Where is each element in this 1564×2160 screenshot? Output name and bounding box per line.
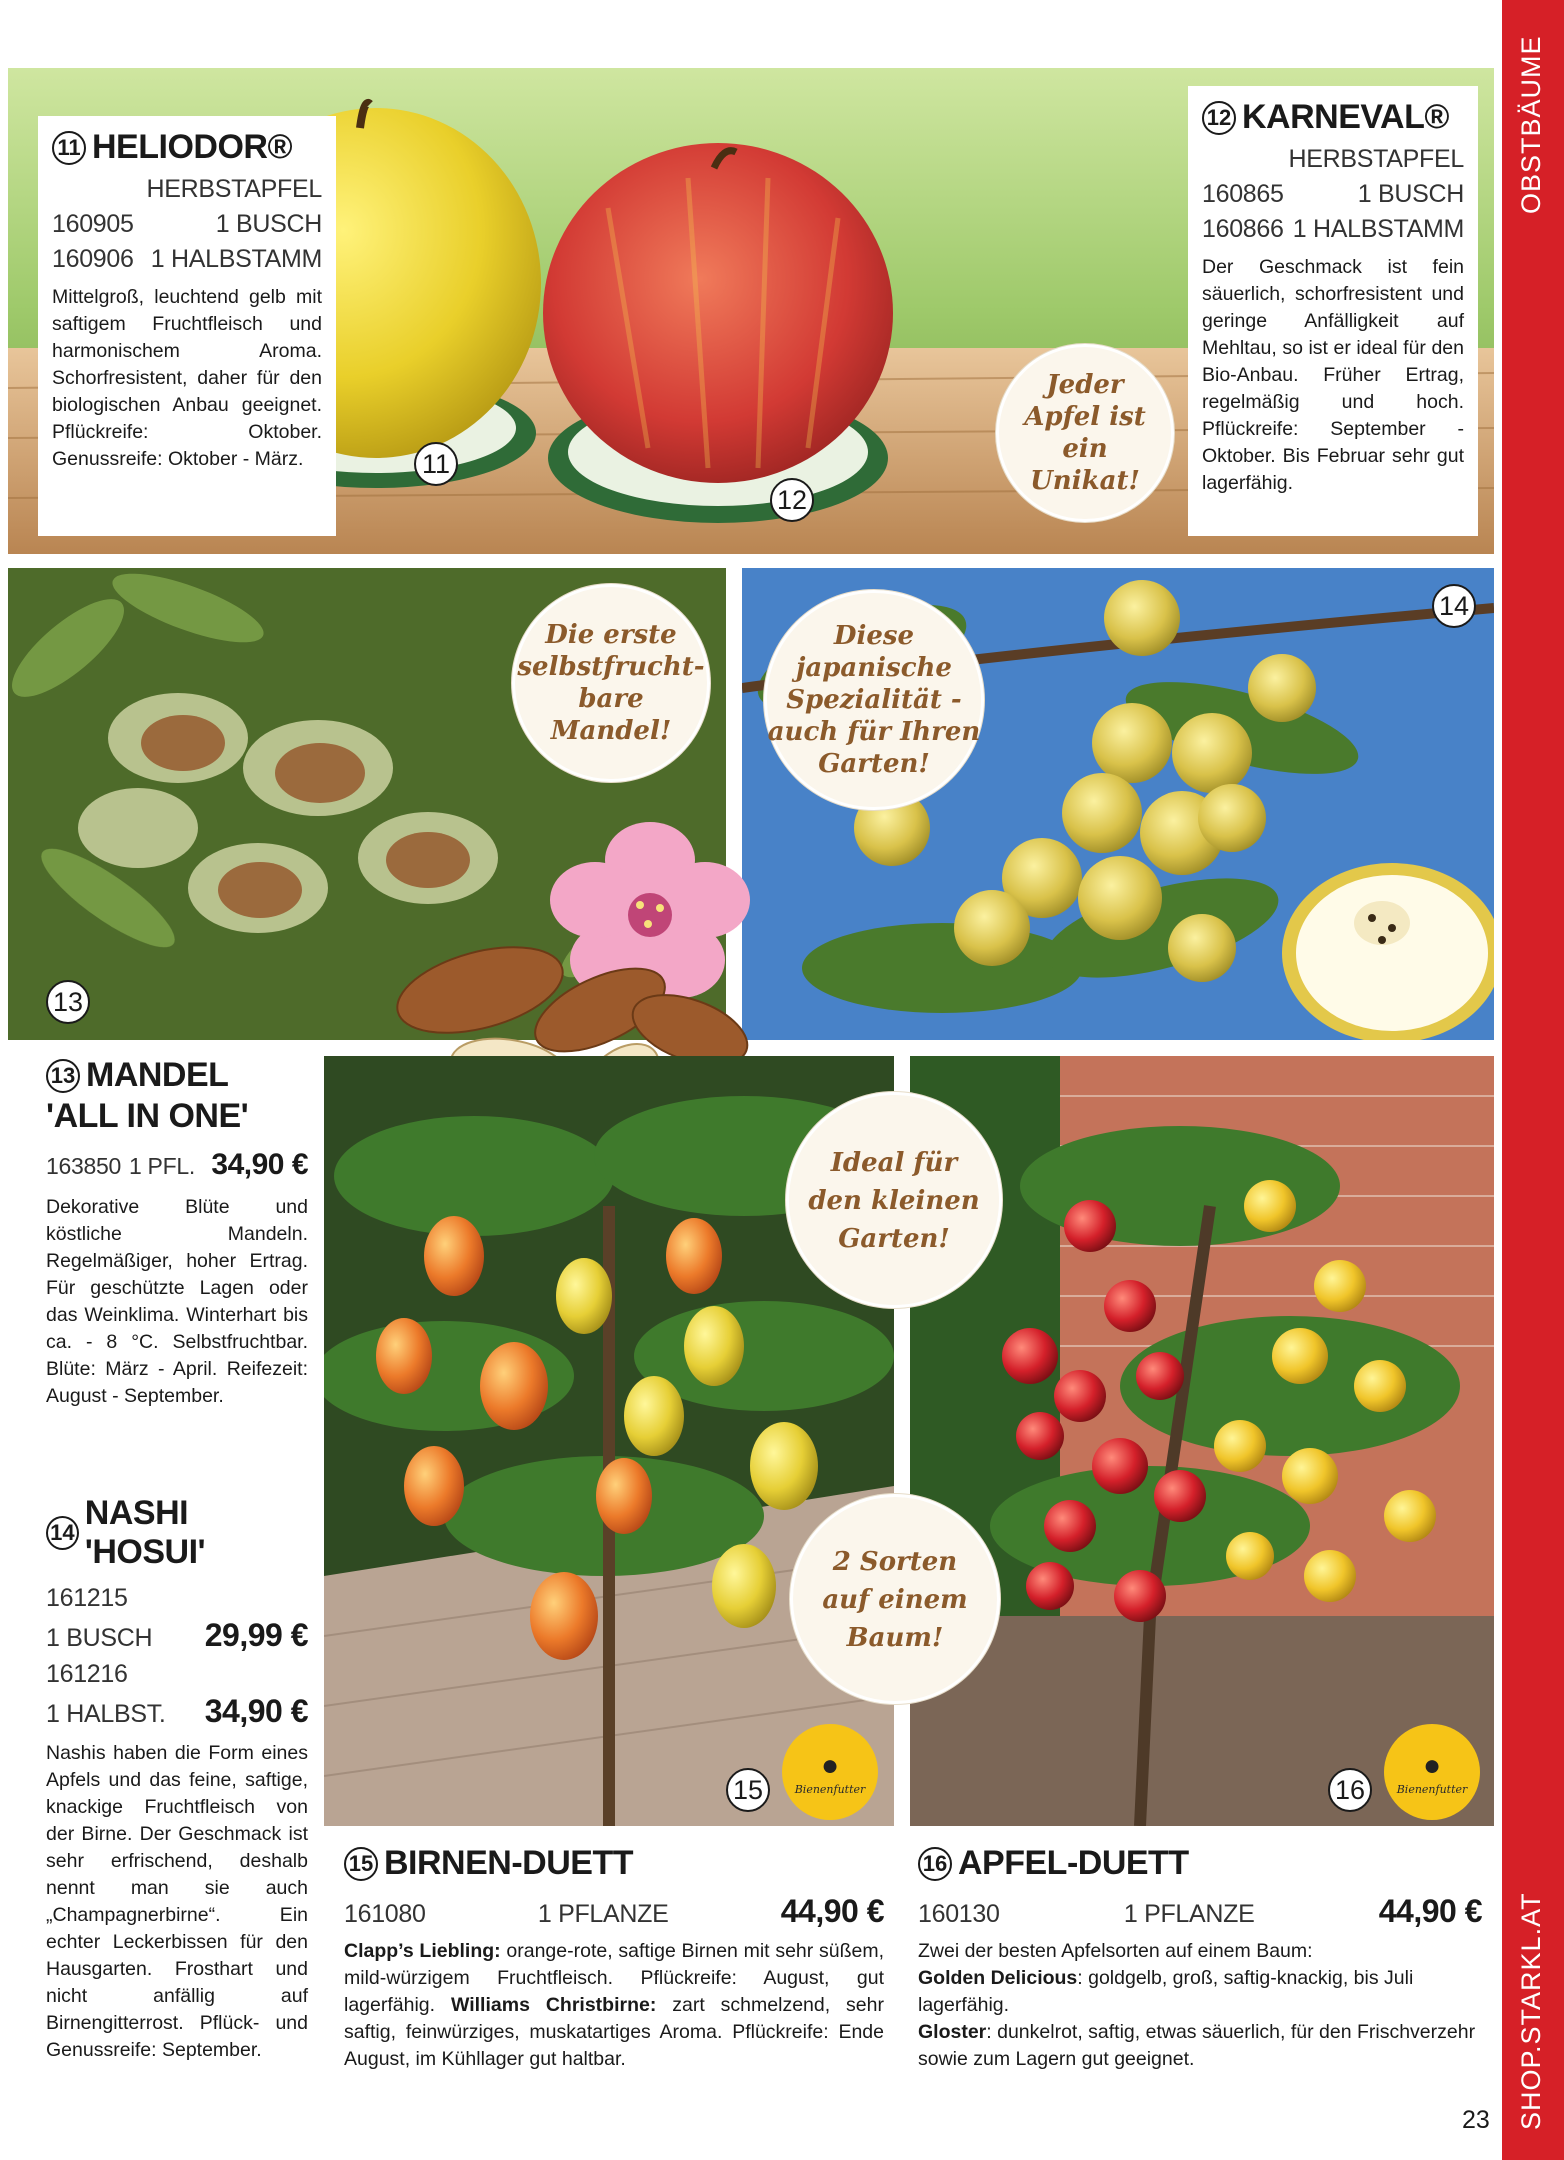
- badge-line: 2 Sorten: [832, 1547, 958, 1577]
- nashi-price-halbstamm: 34,90 €: [204, 1693, 308, 1729]
- photo-number-11: 11: [414, 442, 458, 486]
- mandel-description: Dekorative Blüte und köstliche Mandeln. Regelmäßiger, hoher Ertrag. Für geschützte Lagen oder das Weinklima. Winterhart bis ca. - 8 °C. Selbstfruchtbar. Blüte: März - April. Reifezeit: August - September.: [46, 1196, 308, 1407]
- mandel-title: MANDEL: [86, 1056, 229, 1094]
- nashi-price-busch: 29,99 €: [204, 1617, 308, 1653]
- mandel-info: [46, 1056, 308, 1410]
- variant-size: 1 PFLANZE: [537, 1900, 669, 1928]
- variety-text: zart schmelzend, sehr saftig, feinwürziges, muskatartiges Aroma. Pflückreife: Ende August, im Kühllager gut haltbar.: [344, 1994, 884, 2070]
- birnen-price: 44,90 €: [780, 1893, 884, 1929]
- bee-icon: ●: [1422, 1748, 1442, 1782]
- bee-label: Bienenfutter: [1396, 1782, 1468, 1796]
- heliodor-infobox: [38, 116, 336, 536]
- badge-line: den kleinen: [808, 1186, 980, 1216]
- birnen-description: [344, 1938, 884, 2073]
- apfel-price: 44,90 €: [1378, 1893, 1482, 1929]
- variety-name: Gloster: [918, 2021, 987, 2043]
- variant-size: 1 HALBSTAMM: [150, 245, 322, 273]
- apfel-title: APFEL-DUETT: [958, 1844, 1189, 1882]
- heliodor-description: Mittelgroß, leuchtend gelb mit saftigem Fruchtfleisch und harmonischem Aroma. Schorfresistent, daher für den biologischen Anbau geeignet. Pflückreife: Oktober. Genussreife: Oktober - März.: [52, 286, 322, 470]
- badge-line: japanische: [796, 653, 952, 683]
- article-number: 160906: [52, 245, 134, 273]
- article-number: 160865: [1202, 180, 1284, 208]
- bee-label: Bienenfutter: [794, 1782, 866, 1796]
- karneval-variant-row: [1202, 215, 1464, 244]
- badge-line: auch für Ihren: [767, 717, 981, 747]
- badge-line: Mandel!: [550, 716, 672, 746]
- karneval-variant-row: [1202, 180, 1464, 209]
- mandel-price: 34,90 €: [211, 1148, 308, 1181]
- article-number: 160130: [918, 1900, 1000, 1928]
- badge-kleiner-garten: [786, 1092, 1002, 1308]
- badge-line: Unikat!: [1030, 466, 1140, 496]
- article-number: 161216: [46, 1660, 128, 1688]
- photo-number-16: 16: [1328, 1768, 1372, 1812]
- apfel-intro: Zwei der besten Apfelsorten auf einem Baum:: [918, 1940, 1313, 1962]
- heliodor-variant-row: [52, 245, 322, 274]
- variant-size: 1 PFLANZE: [1123, 1900, 1255, 1928]
- badge-line: Diese: [833, 621, 915, 651]
- birnen-info: [344, 1844, 884, 2073]
- heliodor-variant-row: [52, 210, 322, 239]
- category-label: OBSTBÄUME: [1516, 35, 1546, 214]
- variant-size: 1 BUSCH: [215, 210, 322, 238]
- variety-name: Williams Christbirne:: [450, 1994, 657, 2016]
- badge-japanische-spezialitaet: [764, 590, 984, 810]
- badge-zwei-sorten: [790, 1494, 1000, 1704]
- shop-url[interactable]: SHOP.STARKL.AT: [1516, 1892, 1546, 2130]
- photo-number-14: 14: [1432, 584, 1476, 628]
- variety-text: : goldgelb, groß, saftig-knackig, bis Juli lagerfähig.: [918, 1967, 1414, 2016]
- item-number-badge: 13: [46, 1059, 80, 1093]
- item-number-badge: 14: [46, 1516, 79, 1550]
- badge-line: Spezialität -: [786, 685, 962, 715]
- birnen-title: BIRNEN-DUETT: [384, 1844, 633, 1882]
- photo-number-13: 13: [46, 980, 90, 1024]
- article-number: 160866: [1202, 215, 1284, 243]
- variant-size: 1 HALBST.: [46, 1700, 166, 1728]
- item-number-badge: 11: [52, 131, 86, 165]
- article-number: 161215: [46, 1584, 128, 1612]
- variety-name: Clapp’s Liebling:: [344, 1940, 501, 1962]
- badge-line: bare: [578, 684, 644, 714]
- badge-line: auf einem: [822, 1585, 968, 1615]
- karneval-type: HERBSTAPFEL: [1288, 145, 1464, 173]
- badge-line: Die erste: [545, 620, 677, 650]
- variant-size: 1 HALBSTAMM: [1292, 215, 1464, 243]
- bienenfutter-badge: [782, 1724, 878, 1820]
- article-number: 161080: [344, 1900, 426, 1928]
- variant-size: 1 BUSCH: [46, 1624, 153, 1652]
- karneval-title: KARNEVAL®: [1242, 98, 1449, 136]
- heliodor-title: HELIODOR®: [92, 128, 292, 166]
- item-number-badge: 16: [918, 1847, 952, 1881]
- karneval-infobox: [1188, 86, 1478, 536]
- badge-line: Garten!: [818, 749, 930, 779]
- variant-size: 1 PFL.: [128, 1153, 195, 1179]
- mandel-title-variety: 'ALL IN ONE': [46, 1097, 249, 1135]
- bee-icon: ●: [820, 1748, 840, 1782]
- item-number-badge: 15: [344, 1847, 378, 1881]
- article-number: 163850: [46, 1153, 121, 1179]
- badge-line: Jeder: [1046, 370, 1124, 400]
- photo-number-12: 12: [770, 478, 814, 522]
- variant-size: 1 BUSCH: [1357, 180, 1464, 208]
- badge-selbstfruchtbar: [512, 584, 710, 782]
- variety-name: Golden Delicious: [918, 1967, 1078, 1989]
- apfel-info: [918, 1844, 1482, 2073]
- karneval-description: Der Geschmack ist fein säuerlich, schorfresistent und geringe Anfälligkeit auf Mehltau, so ist er ideal für den Bio-Anbau. Früher Ertrag, regelmäßig und hoch. Pflückreife: September - Oktober. Bis Februar sehr gut lagerfähig.: [1202, 256, 1464, 494]
- badge-line: Ideal für: [830, 1148, 958, 1178]
- badge-unikat: [996, 344, 1174, 522]
- side-strip: [1502, 0, 1564, 2160]
- variety-text: : dunkelrot, saftig, etwas säuerlich, für den Frischverzehr sowie zum Lagern gut geeignet.: [918, 2021, 1476, 2070]
- bienenfutter-badge: [1384, 1724, 1480, 1820]
- page-number: 23: [1462, 2106, 1490, 2134]
- nashi-title: NASHI 'HOSUI': [84, 1494, 206, 1571]
- article-number: 160905: [52, 210, 134, 238]
- badge-line: Garten!: [838, 1224, 950, 1254]
- photo-number-15: 15: [726, 1768, 770, 1812]
- badge-line: Apfel ist ein: [1024, 402, 1146, 464]
- item-number-badge: 12: [1202, 101, 1236, 135]
- apfel-description: [918, 1938, 1482, 2073]
- nashi-info: [46, 1494, 308, 2064]
- nashi-description: Nashis haben die Form eines Apfels und das feine, saftige, knackige Fruchtfleisch von der Birne. Der Geschmack ist sehr erfrischend, deshalb nennt man sie auch „Champagnerbirne“. Ein echter Leckerbissen für den Hausgarten. Frosthart und nicht anfällig auf Birnengitterrost. Pflück- und Genussreife: September.: [46, 1742, 308, 2061]
- badge-line: selbstfrucht-: [517, 652, 705, 682]
- variety-text: orange-rote, saftige Birnen mit sehr süßem, mild-würzigem Fruchtfleisch. Pflückreife: August, gut lagerfähig.: [344, 1940, 884, 2016]
- heliodor-type: HERBSTAPFEL: [146, 175, 322, 203]
- badge-line: Baum!: [846, 1623, 944, 1653]
